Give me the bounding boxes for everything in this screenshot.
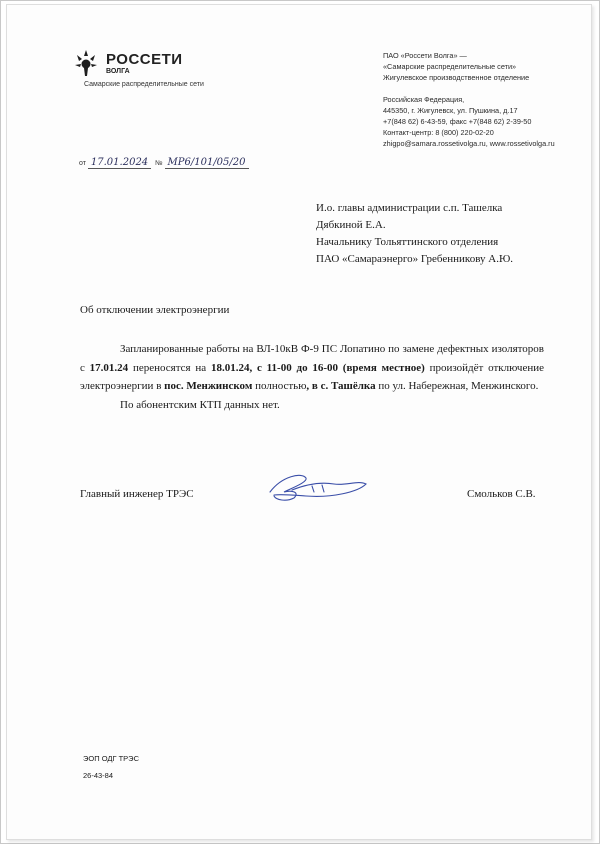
body-paragraph: Запланированные работы на ВЛ-10кВ Ф-9 ПС Лопатино по замене дефектных изоляторов с 17.01.24 переносятся на 18.01.24, с 11-00 до 16-00 (время местное) произойдёт отключение электроэнергии в пос. Менжинском полностью, в с. Ташёлка по ул. Набережная, Менжинского. <box>80 343 544 392</box>
letter-subject: Об отключении электроэнергии <box>80 304 230 316</box>
addressee-line: ПАО «Самараэнерго» Гребенникову А.Ю. <box>316 253 514 265</box>
handwritten-signature <box>262 470 374 506</box>
addressee-block <box>316 200 513 268</box>
org-line: zhigpo@samara.rossetivolga.ru, www.rossetivolga.ru <box>383 139 555 148</box>
rosseti-logo-icon <box>73 48 99 78</box>
footer-phone: 26-43-84 <box>83 771 114 780</box>
body-paragraph: По абонентским КТП данных нет. <box>120 398 280 411</box>
org-line: Российская Федерация, <box>383 95 465 104</box>
registration-line <box>79 157 249 169</box>
addressee-line: И.о. главы администрации с.п. Ташелка <box>316 202 503 214</box>
footer-line: ЭОП ОДГ ТРЭС <box>83 754 139 763</box>
logo-sub: ВОЛГА <box>106 68 130 75</box>
handwritten-number: МР6/101/05/20 <box>167 157 246 168</box>
org-line: ПАО «Россети Волга» — <box>383 51 467 60</box>
letter-body <box>80 340 544 414</box>
executor-footer <box>83 750 139 784</box>
company-logo <box>73 48 233 98</box>
org-line: 445350, г. Жигулевск, ул. Пушкина, д.17 <box>383 106 518 115</box>
addressee-line: Начальнику Тольяттинского отделения <box>316 236 499 248</box>
logo-name: РОССЕТИ <box>106 51 183 68</box>
number-prefix: № <box>155 160 163 167</box>
addressee-line: Дябкиной Е.А. <box>316 219 386 231</box>
logo-tagline: Самарские распределительные сети <box>84 81 204 88</box>
handwritten-date: 17.01.2024 <box>90 157 149 168</box>
org-line: Жигулевское производственное отделение <box>383 73 530 82</box>
org-line: «Самарские распределительные сети» <box>383 62 517 71</box>
org-line: +7(848 62) 6-43-59, факс +7(848 62) 2-39-50 <box>383 117 532 126</box>
date-prefix: от <box>79 160 86 167</box>
signatory-title: Главный инженер ТРЭС <box>80 488 194 500</box>
org-details <box>383 50 583 149</box>
signatory-name: Смольков С.В. <box>467 488 536 500</box>
org-line: Контакт-центр: 8 (800) 220-02-20 <box>383 128 494 137</box>
